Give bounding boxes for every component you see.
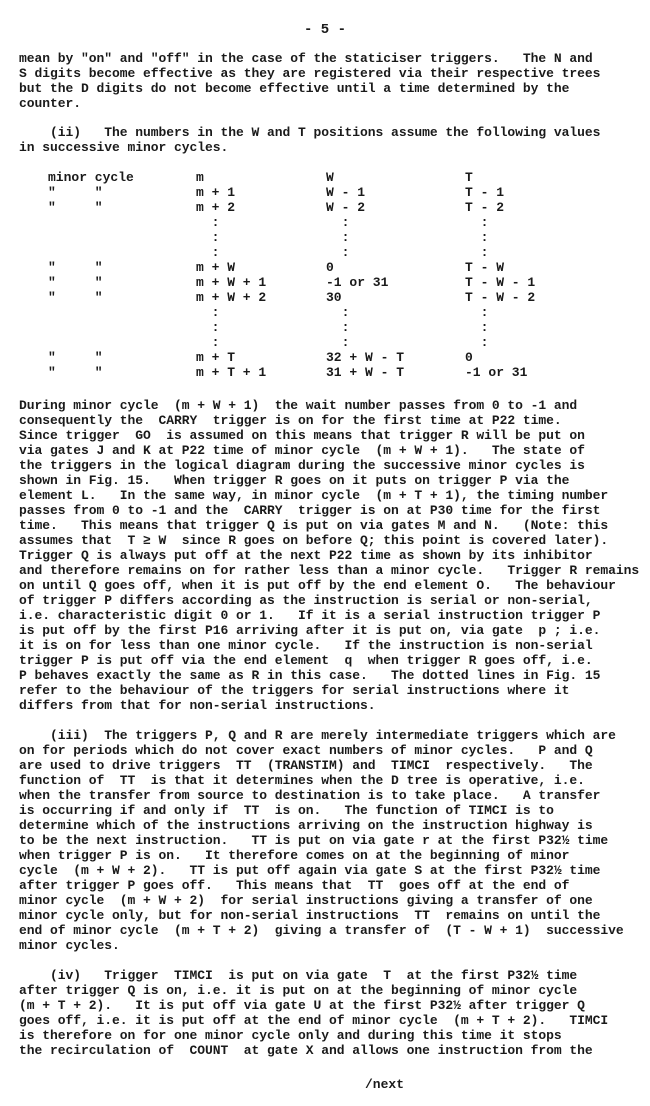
text-line: (m + T + 2). It is put off via gate U at the first P32½ after trigger Q [19, 998, 585, 1013]
table-cell-label: " " [48, 350, 103, 365]
text-line: differs from that for non-serial instructions. [19, 698, 376, 713]
table-cell-t: T - W - 1 [465, 275, 536, 290]
table-cell-t: 0 [465, 350, 473, 365]
text-line: after trigger P goes off. This means that TT goes off at the end of [19, 878, 570, 893]
table-cell-w: 0 [326, 260, 334, 275]
text-line: shown in Fig. 15. When trigger R goes on it puts on trigger P via the [19, 473, 570, 488]
text-line: (ii) The numbers in the W and T positions assume the following values [19, 125, 601, 140]
text-line: on until Q goes off, when it is put off by the end element O. The behaviour [19, 578, 616, 593]
text-line: S digits become effective as they are registered via their respective trees [19, 66, 601, 81]
text-line: is occurring if and only if TT is on. The function of TIMCI is to [19, 803, 554, 818]
table-cell-m: m + W + 2 [196, 290, 267, 305]
table-cell-t: : [465, 230, 489, 245]
text-line: counter. [19, 96, 82, 111]
table-cell-t: T - W - 2 [465, 290, 536, 305]
table-cell-m: : [196, 320, 220, 335]
text-line: the triggers in the logical diagram during the successive minor cycles is [19, 458, 585, 473]
table-cell-m: : [196, 230, 220, 245]
text-line: (iii) The triggers P, Q and R are merely intermediate triggers which are [19, 728, 616, 743]
table-cell-m: m + 1 [196, 185, 236, 200]
table-cell-m: m [196, 170, 204, 185]
table-cell-t: T - 2 [465, 200, 505, 215]
table-cell-w: W [326, 170, 334, 185]
text-line: cycle (m + W + 2). TT is put off again via gate S at the first P32½ time [19, 863, 601, 878]
table-cell-w: 32 + W - T [326, 350, 405, 365]
table-cell-w: -1 or 31 [326, 275, 389, 290]
table-cell-m: m + W + 1 [196, 275, 267, 290]
table-cell-m: m + 2 [196, 200, 236, 215]
text-line: function of TT is that it determines when the D tree is operative, i.e. [19, 773, 585, 788]
table-cell-label: " " [48, 260, 103, 275]
table-cell-w: : [326, 230, 350, 245]
table-cell-m: : [196, 305, 220, 320]
text-line: determine which of the instructions arriving on the instruction highway is [19, 818, 593, 833]
text-line: Trigger Q is always put off at the next P22 time as shown by its inhibitor [19, 548, 593, 563]
table-cell-m: : [196, 335, 220, 350]
table-cell-m: m + T + 1 [196, 365, 267, 380]
text-line: Since trigger GO is assumed on this means that trigger R will be put on [19, 428, 585, 443]
text-line: minor cycle only, but for non-serial instructions TT remains on until the [19, 908, 601, 923]
table-cell-t: T - 1 [465, 185, 505, 200]
text-line: are used to drive triggers TT (TRANSTIM) and TIMCI respectively. The [19, 758, 593, 773]
text-line: it is on for less than one minor cycle. If the instruction is non-serial [19, 638, 593, 653]
table-cell-w: : [326, 245, 350, 260]
table-cell-t: -1 or 31 [465, 365, 528, 380]
text-line: when trigger P is on. It therefore comes on at the beginning of minor [19, 848, 570, 863]
table-cell-t: : [465, 305, 489, 320]
text-line: During minor cycle (m + W + 1) the wait number passes from 0 to -1 and [19, 398, 578, 413]
text-line: in successive minor cycles. [19, 140, 229, 155]
table-cell-m: : [196, 215, 220, 230]
table-cell-label: " " [48, 365, 103, 380]
text-line: (iv) Trigger TIMCI is put on via gate T at the first P32½ time [19, 968, 578, 983]
table-cell-w: : [326, 335, 350, 350]
table-cell-t: : [465, 320, 489, 335]
table-cell-w: W - 1 [326, 185, 366, 200]
text-line: end of minor cycle (m + T + 2) giving a transfer of (T - W + 1) successive [19, 923, 624, 938]
table-cell-label: " " [48, 200, 103, 215]
text-line: is therefore on for one minor cycle only and during this time it stops [19, 1028, 562, 1043]
page-number: - 5 - [303, 22, 346, 38]
text-line: via gates J and K at P22 time of minor cycle (m + W + 1). The state of [19, 443, 585, 458]
text-line: trigger P is put off via the end element q when trigger R goes off, i.e. [19, 653, 593, 668]
text-line: the recirculation of COUNT at gate X and allows one instruction from the [19, 1043, 593, 1058]
text-line: P behaves exactly the same as R in this case. The dotted lines in Fig. 15 [19, 668, 601, 683]
continuation-marker: /next [365, 1077, 405, 1092]
table-cell-t: : [465, 335, 489, 350]
text-line: consequently the CARRY trigger is on for the first time at P22 time. [19, 413, 562, 428]
text-line: to be the next instruction. TT is put on via gate r at the first P32½ time [19, 833, 609, 848]
text-line: goes off, i.e. it is put off at the end of minor cycle (m + T + 2). TIMCI [19, 1013, 609, 1028]
text-line: refer to the behaviour of the triggers for serial instructions where it [19, 683, 570, 698]
text-line: of trigger P differs according as the instruction is serial or non-serial, [19, 593, 593, 608]
text-line: and therefore remains on for rather less than a minor cycle. Trigger R remains [19, 563, 640, 578]
text-line: when the transfer from source to destination is to take place. A transfer [19, 788, 601, 803]
text-line: element L. In the same way, in minor cycle (m + T + 1), the timing number [19, 488, 609, 503]
text-line: mean by "on" and "off" in the case of the staticiser triggers. The N and [19, 51, 593, 66]
table-cell-w: : [326, 305, 350, 320]
table-cell-t: : [465, 215, 489, 230]
table-cell-m: m + T [196, 350, 236, 365]
text-line: after trigger Q is on, i.e. it is put on at the beginning of minor cycle [19, 983, 578, 998]
text-line: minor cycles. [19, 938, 120, 953]
table-cell-t: T [465, 170, 473, 185]
table-cell-w: : [326, 215, 350, 230]
table-cell-m: : [196, 245, 220, 260]
table-cell-label: " " [48, 290, 103, 305]
table-cell-label: minor cycle [48, 170, 134, 185]
text-line: on for periods which do not cover exact numbers of minor cycles. P and Q [19, 743, 593, 758]
text-line: passes from 0 to -1 and the CARRY trigger is on at P30 time for the first [19, 503, 601, 518]
table-cell-t: : [465, 245, 489, 260]
text-line: assumes that T ≥ W since R goes on before Q; this point is covered later). [19, 533, 609, 548]
text-line: i.e. characteristic digit 0 or 1. If it is a serial instruction trigger P [19, 608, 601, 623]
table-cell-w: 30 [326, 290, 342, 305]
table-cell-m: m + W [196, 260, 236, 275]
text-line: minor cycle (m + W + 2) for serial instructions giving a transfer of one [19, 893, 593, 908]
table-cell-label: " " [48, 275, 103, 290]
text-line: time. This means that trigger Q is put on via gates M and N. (Note: this [19, 518, 609, 533]
table-cell-w: W - 2 [326, 200, 366, 215]
text-line: but the D digits do not become effective until a time determined by the [19, 81, 570, 96]
table-cell-w: : [326, 320, 350, 335]
table-cell-w: 31 + W - T [326, 365, 405, 380]
text-line: is put off by the first P16 arriving after it is put on, via gate p ; i.e. [19, 623, 601, 638]
table-cell-label: " " [48, 185, 103, 200]
table-cell-t: T - W [465, 260, 505, 275]
